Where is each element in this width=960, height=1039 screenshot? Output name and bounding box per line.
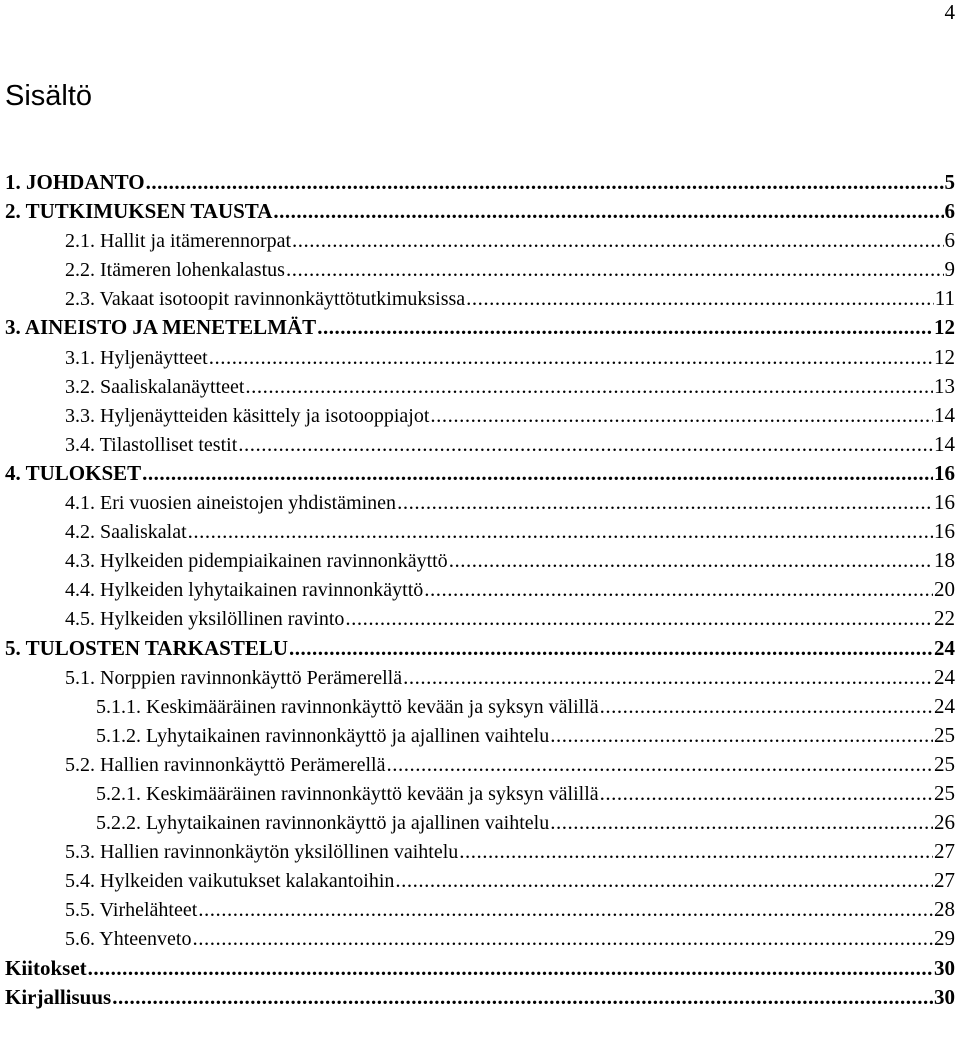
toc-entry-page: 27 [934, 839, 955, 864]
toc-entry[interactable] [5, 721, 955, 750]
toc-entry[interactable] [5, 575, 955, 604]
toc-dot-leader [386, 750, 933, 779]
toc-entry-page: 12 [934, 344, 955, 369]
toc-entry-text: 3.2. Saaliskalanäytteet [65, 375, 245, 398]
toc-entry-page: 14 [934, 431, 955, 456]
toc-entry-text: 4.4. Hylkeiden lyhytaikainen ravinnonkäyttö [65, 579, 424, 602]
toc-dot-leader [289, 634, 933, 663]
toc-dot-leader [449, 546, 933, 575]
toc-entry[interactable] [5, 372, 955, 401]
toc-entry-text: 5.2.2. Lyhytaikainen ravinnonkäyttö ja ajallinen vaihtelu [96, 812, 550, 835]
toc-dot-leader [466, 284, 934, 313]
toc-entry[interactable] [5, 750, 955, 779]
toc-entry[interactable] [5, 808, 955, 837]
toc-entry-text: 3.4. Tilastolliset testit [65, 433, 238, 456]
toc-entry-text: 5.1.1. Keskimääräinen ravinnonkäyttö kevään ja syksyn välillä [96, 695, 599, 718]
toc-entry-text: 4.5. Hylkeiden yksilöllinen ravinto [65, 608, 345, 631]
toc-entry[interactable] [5, 343, 955, 372]
toc-entry[interactable] [5, 517, 955, 546]
toc-dot-leader [550, 721, 933, 750]
toc-entry[interactable] [5, 866, 955, 895]
toc-entry-text: 4.2. Saaliskalat [65, 521, 187, 544]
toc-dot-leader [395, 866, 933, 895]
toc-entry-text: 3. AINEISTO JA MENETELMÄT [5, 315, 317, 340]
toc-dot-leader [192, 924, 933, 953]
toc-entry[interactable] [5, 197, 955, 226]
table-of-contents [5, 168, 955, 1012]
toc-entry-page: 30 [934, 955, 955, 980]
toc-dot-leader [142, 459, 933, 488]
toc-entry-text: 5.1.2. Lyhytaikainen ravinnonkäyttö ja ajallinen vaihtelu [96, 724, 550, 747]
toc-entry[interactable] [5, 226, 955, 255]
toc-entry-page: 12 [934, 315, 955, 340]
page-title: Sisältö [5, 80, 93, 112]
toc-entry-page: 11 [934, 286, 955, 311]
toc-dot-leader [345, 604, 933, 633]
toc-dot-leader [146, 168, 944, 197]
toc-entry-page: 28 [934, 897, 955, 922]
toc-entry[interactable] [5, 168, 955, 197]
toc-entry[interactable] [5, 983, 955, 1012]
toc-entry-page: 13 [934, 373, 955, 398]
toc-entry[interactable] [5, 663, 955, 692]
toc-entry-page: 25 [934, 751, 955, 776]
toc-entry[interactable] [5, 401, 955, 430]
toc-entry[interactable] [5, 459, 955, 488]
toc-dot-leader [88, 954, 933, 983]
toc-dot-leader [600, 692, 933, 721]
toc-entry-page: 26 [934, 810, 955, 835]
toc-entry-text: 5.2. Hallien ravinnonkäyttö Perämerellä [65, 753, 386, 776]
toc-dot-leader [198, 895, 933, 924]
toc-entry[interactable] [5, 779, 955, 808]
toc-dot-leader [273, 197, 943, 226]
toc-entry[interactable] [5, 954, 955, 983]
toc-entry-page: 18 [934, 548, 955, 573]
toc-dot-leader [403, 663, 933, 692]
toc-entry-text: 4. TULOKSET [5, 460, 142, 485]
toc-entry-page: 25 [934, 722, 955, 747]
toc-entry-text: 5.2.1. Keskimääräinen ravinnonkäyttö kevään ja syksyn välillä [96, 782, 599, 805]
toc-entry-page: 16 [934, 490, 955, 515]
toc-entry-text: 5.6. Yhteenveto [65, 928, 192, 951]
toc-dot-leader [600, 779, 933, 808]
toc-entry-text: 2.1. Hallit ja itämerennorpat [65, 230, 292, 253]
toc-entry-page: 30 [934, 984, 955, 1009]
toc-dot-leader [430, 401, 933, 430]
toc-entry-page: 5 [944, 170, 955, 194]
toc-entry[interactable] [5, 837, 955, 866]
toc-entry-text: 2.2. Itämeren lohenkalastus [65, 259, 285, 282]
toc-entry-text: Kirjallisuus [5, 984, 112, 1009]
page-number: 4 [944, 0, 955, 24]
toc-dot-leader [112, 983, 933, 1012]
toc-entry[interactable] [5, 895, 955, 924]
toc-entry-page: 24 [934, 635, 955, 660]
toc-entry-text: 1. JOHDANTO [5, 170, 145, 194]
toc-entry-text: 5.3. Hallien ravinnonkäytön yksilöllinen vaihtelu [65, 841, 459, 864]
toc-dot-leader [292, 226, 943, 255]
toc-entry-page: 16 [934, 519, 955, 544]
toc-entry-page: 14 [934, 402, 955, 427]
toc-dot-leader [550, 808, 933, 837]
toc-dot-leader [286, 255, 944, 284]
toc-entry-page: 22 [934, 606, 955, 631]
toc-dot-leader [397, 488, 933, 517]
toc-entry-text: 3.1. Hyljenäytteet [65, 346, 208, 369]
toc-entry-page: 29 [934, 926, 955, 951]
toc-entry-page: 6 [944, 199, 955, 224]
toc-entry-text: 5. TULOSTEN TARKASTELU [5, 635, 289, 660]
toc-entry-text: 2. TUTKIMUKSEN TAUSTA [5, 199, 273, 224]
toc-entry-text: 5.5. Virhelähteet [65, 899, 198, 922]
toc-dot-leader [459, 837, 933, 866]
toc-entry[interactable] [5, 430, 955, 459]
toc-entry[interactable] [5, 284, 955, 313]
toc-entry[interactable] [5, 634, 955, 663]
toc-dot-leader [245, 372, 933, 401]
toc-entry[interactable] [5, 313, 955, 342]
toc-entry[interactable] [5, 604, 955, 633]
toc-dot-leader [238, 430, 933, 459]
toc-entry-text: 2.3. Vakaat isotoopit ravinnonkäyttötutkimuksissa [65, 288, 466, 311]
toc-entry-text: 5.4. Hylkeiden vaikutukset kalakantoihin [65, 870, 395, 893]
toc-entry[interactable] [5, 546, 955, 575]
toc-dot-leader [317, 313, 933, 342]
toc-entry-page: 24 [934, 693, 955, 718]
toc-entry-page: 9 [944, 257, 955, 282]
toc-dot-leader [188, 517, 933, 546]
toc-entry-page: 27 [934, 868, 955, 893]
toc-entry-text: 3.3. Hyljenäytteiden käsittely ja isotooppiajot [65, 404, 430, 427]
toc-entry-text: 4.1. Eri vuosien aineistojen yhdistäminen [65, 492, 397, 515]
toc-entry-page: 6 [944, 228, 955, 253]
toc-entry-text: 4.3. Hylkeiden pidempiaikainen ravinnonkäyttö [65, 550, 448, 573]
toc-entry[interactable] [5, 488, 955, 517]
toc-dot-leader [424, 575, 933, 604]
toc-entry-page: 25 [934, 780, 955, 805]
toc-entry-page: 20 [934, 577, 955, 602]
toc-entry[interactable] [5, 924, 955, 953]
toc-entry[interactable] [5, 692, 955, 721]
toc-dot-leader [209, 343, 933, 372]
toc-entry-page: 16 [934, 460, 955, 485]
toc-entry[interactable] [5, 255, 955, 284]
toc-entry-page: 24 [934, 664, 955, 689]
toc-entry-text: Kiitokset [5, 955, 87, 980]
toc-entry-text: 5.1. Norppien ravinnonkäyttö Perämerellä [65, 666, 403, 689]
